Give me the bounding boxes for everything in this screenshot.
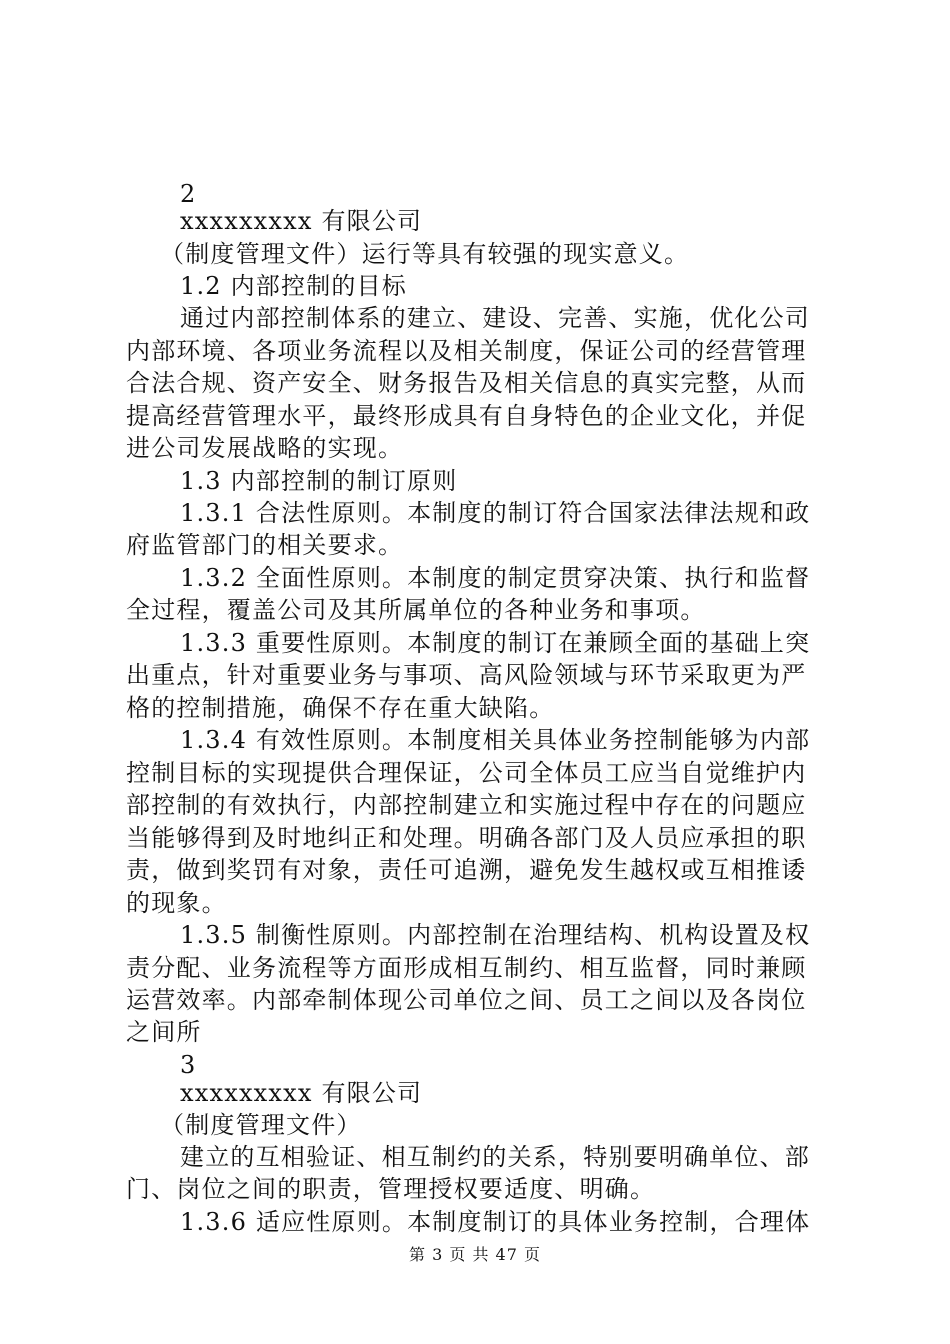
body-line: 门、岗位之间的职责，管理授权要适度、明确。	[126, 1175, 656, 1203]
body-line: 1.3.6 适应性原则。本制度制订的具体业务控制，合理体	[180, 1208, 811, 1236]
body-line: 合法合规、资产安全、财务报告及相关信息的真实完整，从而	[126, 369, 807, 397]
body-line: 1.3.3 重要性原则。本制度的制订在兼顾全面的基础上突	[180, 629, 811, 657]
page-number-3: 3	[180, 1051, 197, 1079]
body-line: 1.3.4 有效性原则。本制度相关具体业务控制能够为内部	[180, 726, 811, 754]
body-line: 建立的互相验证、相互制约的关系，特别要明确单位、部	[180, 1143, 810, 1171]
body-line: 进公司发展战略的实现。	[126, 434, 404, 462]
body-line: 格的控制措施，确保不存在重大缺陷。	[126, 694, 555, 722]
page-footer: 第 3 页 共 47 页	[409, 1245, 541, 1264]
body-line: 责分配、业务流程等方面形成相互制约、相互监督，同时兼顾	[126, 954, 807, 982]
body-line: 控制目标的实现提供合理保证，公司全体员工应当自觉维护内	[126, 759, 807, 787]
body-line: 责，做到奖罚有对象，责任可追溯，避免发生越权或互相推诿	[126, 856, 807, 884]
body-line: 出重点，针对重要业务与事项、高风险领域与环节采取更为严	[126, 661, 807, 689]
body-line: 1.3.1 合法性原则。本制度的制订符合国家法律法规和政	[180, 499, 811, 527]
body-line: 运营效率。内部牵制体现公司单位之间、员工之间以及各岗位	[126, 986, 807, 1014]
company-header: xxxxxxxxx 有限公司	[180, 1079, 423, 1107]
body-line: 部控制的有效执行，内部控制建立和实施过程中存在的问题应	[126, 791, 807, 819]
company-header: xxxxxxxxx 有限公司	[180, 207, 423, 235]
body-line: 通过内部控制体系的建立、建设、完善、实施，优化公司	[180, 304, 810, 332]
body-line: （制度管理文件）运行等具有较强的现实意义。	[160, 240, 690, 268]
section-heading-1-2: 1.2 内部控制的目标	[180, 272, 407, 300]
body-line: 提高经营管理水平，最终形成具有自身特色的企业文化，并促	[126, 402, 807, 430]
body-line: 1.3.5 制衡性原则。内部控制在治理结构、机构设置及权	[180, 921, 811, 949]
body-line: 当能够得到及时地纠正和处理。明确各部门及人员应承担的职	[126, 824, 807, 852]
body-line: 之间所	[126, 1018, 202, 1046]
body-line: 内部环境、各项业务流程以及相关制度，保证公司的经营管理	[126, 337, 807, 365]
doc-type-label: （制度管理文件）	[160, 1111, 362, 1139]
body-line: 府监管部门的相关要求。	[126, 531, 404, 559]
body-line: 全过程，覆盖公司及其所属单位的各种业务和事项。	[126, 596, 706, 624]
page-number-2: 2	[180, 180, 197, 208]
section-heading-1-3: 1.3 内部控制的制订原则	[180, 467, 458, 495]
body-line: 1.3.2 全面性原则。本制度的制定贯穿决策、执行和监督	[180, 564, 811, 592]
body-line: 的现象。	[126, 889, 227, 917]
